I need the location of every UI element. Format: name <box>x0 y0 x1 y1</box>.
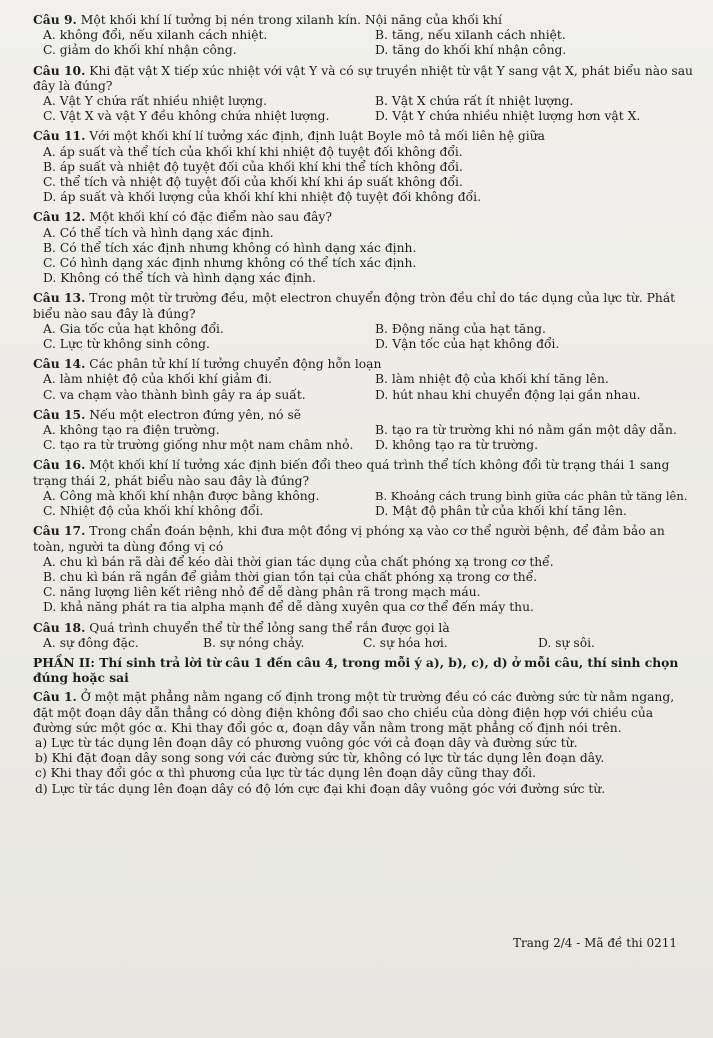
question-number: Câu 11. <box>33 128 86 144</box>
question-9 <box>33 12 693 59</box>
statement-a: a) Lực từ tác dụng lên đoạn dây có phương vuông góc với cả đoạn dây và đường sức từ. <box>35 735 578 750</box>
option-d: D. tăng do khối khí nhận công. <box>375 43 567 58</box>
question-number: Câu 9. <box>33 12 77 27</box>
question-15 <box>33 407 693 454</box>
option-c: C. năng lượng liên kết riêng nhỏ để dễ dàng phân rã trong mạch máu. <box>43 585 481 600</box>
option-c: C. tạo ra từ trường giống như một nam châm nhỏ. <box>43 438 354 453</box>
page-footer: Trang 2/4 - Mã đề thi 0211 <box>513 936 677 950</box>
option-b: B. tăng, nếu xilanh cách nhiệt. <box>375 28 566 43</box>
option-d: D. hút nhau khi chuyển động lại gần nhau. <box>375 387 641 402</box>
question-16 <box>33 457 693 519</box>
option-b: B. Động năng của hạt tăng. <box>375 321 546 336</box>
question-10 <box>33 63 693 125</box>
option-d: D. Vận tốc của hạt không đổi. <box>375 337 560 352</box>
option-c: C. va chạm vào thành bình gây ra áp suất. <box>43 387 306 402</box>
option-a: A. Công mà khối khí nhận được bằng không. <box>43 488 320 503</box>
option-a: A. không tạo ra điện trường. <box>43 423 220 438</box>
statement-d: d) Lực từ tác dụng lên đoạn dây có độ lớn cực đại khi đoạn dây vuông góc với đường sức từ. <box>35 781 606 796</box>
option-a: A. áp suất và thể tích của khối khí khi nhiệt độ tuyệt đối không đổi. <box>43 144 463 159</box>
option-d: D. Vật Y chứa nhiều nhiệt lượng hơn vật X. <box>375 109 641 124</box>
question-stem: Trong một từ trường đều, một electron chuyển động tròn đều chỉ do tác dụng của lực từ. Phát biểu nào sau đây là đúng? <box>33 291 676 321</box>
part1-questions <box>33 12 693 651</box>
option-a: A. Vật Y chứa rất nhiều nhiệt lượng. <box>43 94 268 109</box>
question-stem: Các phân tử khí lí tưởng chuyển động hỗn loạn <box>89 357 382 372</box>
question-stem: Với một khối khí lí tưởng xác định, định luật Boyle mô tả mối liên hệ giữa <box>89 129 545 144</box>
options <box>33 94 693 124</box>
option-c: C. Nhiệt độ của khối khí không đổi. <box>43 504 264 519</box>
option-b: B. Có thể tích xác định nhưng không có hình dạng xác định. <box>43 240 417 255</box>
statement-c: c) Khi thay đổi góc α thì phương của lực từ tác dụng lên đoạn dây cũng thay đổi. <box>35 766 536 781</box>
option-b: B. Vật X chứa rất ít nhiệt lượng. <box>375 94 574 109</box>
option-a: A. Gia tốc của hạt không đổi. <box>43 321 224 336</box>
question-number: Câu 1. <box>33 689 77 705</box>
question-18 <box>33 620 693 651</box>
question-13 <box>33 290 693 352</box>
option-c: C. Vật X và vật Y đều không chứa nhiệt lượng. <box>43 109 330 124</box>
question-14 <box>33 356 693 403</box>
question-number: Câu 14. <box>33 356 86 372</box>
question-stem: Một khối khí lí tưởng bị nén trong xilanh kín. Nội năng của khối khí <box>80 13 502 27</box>
options <box>33 636 693 651</box>
question-17 <box>33 523 693 615</box>
option-b: B. áp suất và nhiệt độ tuyệt đối của khối khí khi thể tích không đổi. <box>43 159 463 174</box>
question-stem: Khi đặt vật X tiếp xúc nhiệt với vật Y và có sự truyền nhiệt từ vật Y sang vật X, phát biểu nào sau đây là đúng? <box>33 63 693 93</box>
options <box>33 28 693 58</box>
question-number: Câu 10. <box>33 62 86 78</box>
question-stem: Quá trình chuyển thể từ thể lỏng sang thể rắn được gọi là <box>89 620 450 635</box>
question-number: Câu 16. <box>33 457 86 473</box>
option-a: A. sự đông đặc. <box>43 635 139 650</box>
question-stem: Ở một mặt phẳng nằm ngang cố định trong một từ trường đều có các đường sức từ nằm ngang, đặt một đoạn dây dẫn thẳng có dòng điện không đổi sao cho chiều của dòng điện hợp với chiều của đường sức một góc α. Khi thay đổi góc α, đoạn dây vẫn nằm trong mặt phẳng cố định nói trên. <box>33 690 675 735</box>
option-b: B. chu kì bán rã ngắn để giảm thời gian tồn tại của chất phóng xạ trong cơ thể. <box>43 569 538 584</box>
question-number: Câu 18. <box>33 619 86 635</box>
question-stem: Một khối khí có đặc điểm nào sau đây? <box>89 210 333 225</box>
options <box>33 423 693 453</box>
question-number: Câu 12. <box>33 209 86 225</box>
question-number: Câu 15. <box>33 406 86 422</box>
option-b: B. Khoảng cách trung bình giữa các phân tử tăng lên. <box>375 488 688 503</box>
question-12 <box>33 209 693 286</box>
option-d: D. áp suất và khối lượng của khối khí khi nhiệt độ tuyệt đối không đổi. <box>43 190 482 205</box>
question-stem: Nếu một electron đứng yên, nó sẽ <box>89 407 302 422</box>
option-a: A. làm nhiệt độ của khối khí giảm đi. <box>43 372 273 387</box>
option-c: C. sự hóa hơi. <box>363 635 448 650</box>
option-a: A. Có thể tích và hình dạng xác định. <box>43 225 274 240</box>
option-c: C. Có hình dạng xác định nhưng không có thể tích xác định. <box>43 256 417 271</box>
option-c: C. giảm do khối khí nhận công. <box>43 43 237 58</box>
option-a: A. không đổi, nếu xilanh cách nhiệt. <box>43 28 268 43</box>
exam-content <box>33 12 693 801</box>
option-d: D. không tạo ra từ trường. <box>375 438 539 453</box>
option-b: B. tạo ra từ trường khi nó nằm gần một dây dẫn. <box>375 423 677 438</box>
option-d: D. khả năng phát ra tia alpha mạnh để dễ dàng xuyên qua cơ thể đến máy thu. <box>43 600 534 615</box>
option-a: A. chu kì bán rã dài để kéo dài thời gian tác dụng của chất phóng xạ trong cơ thể. <box>43 554 554 569</box>
options <box>33 322 693 352</box>
option-c: C. Lực từ không sinh công. <box>43 337 210 352</box>
question-stem: Trong chẩn đoán bệnh, khi đưa một đồng vị phóng xạ vào cơ thể người bệnh, để đảm bảo an toàn, người ta dùng đồng vị có <box>33 524 665 554</box>
options <box>33 372 693 402</box>
part2-heading: PHẦN II: Thí sinh trả lời từ câu 1 đến câu 4, trong mỗi ý a), b), c), d) ở mỗi câu, thí sinh chọn đúng hoặc sai <box>33 654 679 686</box>
option-d: D. sự sôi. <box>538 635 595 650</box>
question-number: Câu 13. <box>33 290 86 306</box>
statement-b: b) Khi đặt đoạn dây song song với các đường sức từ, không có lực từ tác dụng lên đoạn dây. <box>35 751 605 766</box>
option-b: B. sự nóng chảy. <box>203 635 305 650</box>
question-stem: Một khối khí lí tưởng xác định biến đổi theo quá trình thể tích không đổi từ trạng thái 1 sang trạng thái 2, phát biểu nào sau đây là đúng? <box>33 458 670 488</box>
option-d: D. Không có thể tích và hình dạng xác định. <box>43 271 316 286</box>
option-c: C. thể tích và nhiệt độ tuyệt đối của khối khí khi áp suất không đổi. <box>43 175 463 190</box>
options <box>33 489 693 519</box>
option-b: B. làm nhiệt độ của khối khí tăng lên. <box>375 372 609 387</box>
part2-question-1 <box>33 689 693 796</box>
option-d: D. Mật độ phân tử của khối khí tăng lên. <box>375 504 627 519</box>
question-11 <box>33 128 693 205</box>
question-number: Câu 17. <box>33 523 86 539</box>
